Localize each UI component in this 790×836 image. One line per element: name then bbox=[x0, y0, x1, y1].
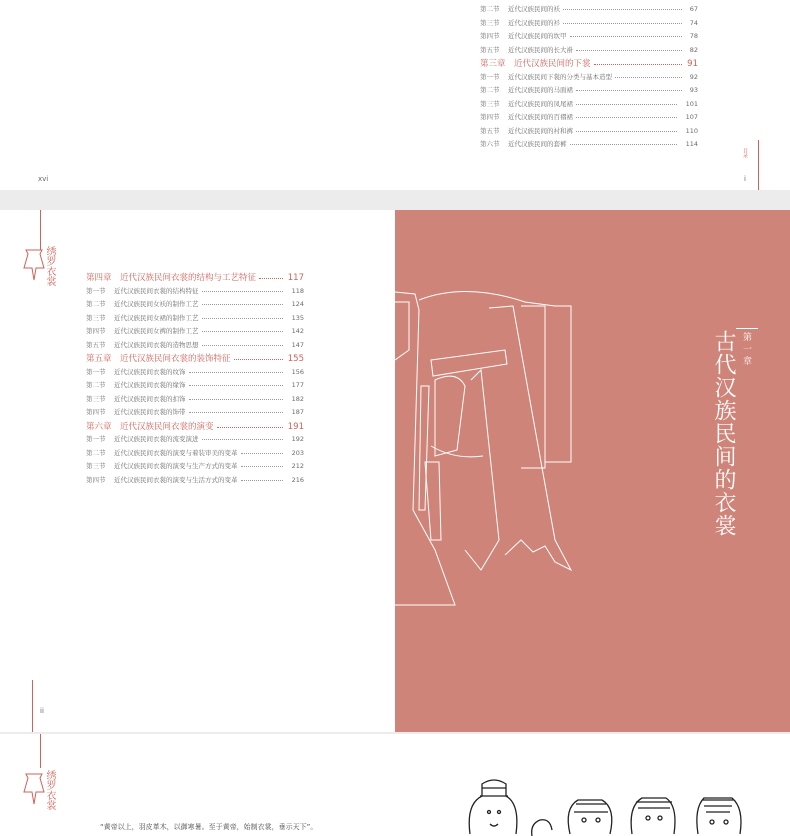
toc-entry-title: 近代汉族民间的衬和裤 bbox=[508, 126, 573, 135]
page-gap bbox=[0, 190, 790, 210]
epigraph-quote: “黄帝以上，羽皮革木，以御寒暑。至于黄帝，始制衣裳，垂示天下”。 bbox=[100, 823, 318, 831]
toc-section-row[interactable] bbox=[86, 380, 304, 390]
chapter-rule bbox=[736, 328, 758, 329]
toc-page-number: 118 bbox=[291, 286, 304, 295]
toc-leader-dots bbox=[576, 90, 682, 91]
toc-leader-dots bbox=[576, 117, 677, 118]
toc-entry-title: 近代汉族民间衣裳的装饰特征 bbox=[120, 354, 231, 364]
toc-section-number: 第五章 bbox=[86, 354, 112, 364]
toc-leader-dots bbox=[594, 64, 682, 65]
logo-text: 绣罗衣裳 bbox=[44, 246, 55, 286]
toc-section-number: 第四章 bbox=[86, 273, 112, 283]
toc-leader-dots bbox=[202, 304, 283, 305]
toc-entry-title: 近代汉族民间衣裳的饰带 bbox=[114, 408, 186, 416]
toc-chapter-row[interactable] bbox=[86, 421, 304, 433]
toc-leader-dots bbox=[570, 36, 682, 37]
toc-page-number: 92 bbox=[689, 72, 698, 81]
toc-section-row[interactable] bbox=[86, 407, 304, 417]
toc-entry-title: 近代汉族民间衣裳的演变与生活方式的变革 bbox=[114, 475, 238, 484]
toc-entry-title: 近代汉族民间女袄的制作工艺 bbox=[114, 300, 199, 308]
toc-section-number: 第四节 bbox=[480, 113, 500, 121]
toc-page-number: 135 bbox=[291, 313, 304, 322]
toc-leader-dots bbox=[241, 466, 283, 467]
toc-entry-title: 近代汉族民间的长大褂 bbox=[508, 45, 573, 54]
book-spread-top bbox=[0, 0, 790, 190]
toc-section-number: 第三节 bbox=[480, 18, 500, 27]
book-spread-middle bbox=[0, 210, 790, 732]
toc-section-number: 第四节 bbox=[480, 32, 500, 40]
toc-entry-title: 近代汉族民间衣裳的造物思想 bbox=[114, 340, 199, 349]
toc-page-number: 67 bbox=[689, 5, 698, 13]
chapter-label: 第一章 bbox=[741, 332, 751, 368]
toc-page-number: 212 bbox=[291, 462, 304, 470]
logo-figure-icon bbox=[22, 244, 46, 284]
figures-illustration bbox=[460, 734, 790, 836]
toc-section-row[interactable] bbox=[86, 299, 304, 309]
toc-section-row[interactable] bbox=[86, 394, 304, 404]
toc-entry-title: 近代汉族民间衣裳的演变与生产方式的变革 bbox=[114, 462, 238, 470]
toc-page-number: 177 bbox=[291, 381, 304, 389]
toc-entry-title: 近代汉族民间的马面裙 bbox=[508, 86, 573, 94]
toc-section-number: 第一节 bbox=[480, 72, 500, 81]
toc-section-number: 第五节 bbox=[86, 340, 106, 349]
toc-section-row[interactable] bbox=[480, 99, 698, 109]
toc-entry-title: 近代汉族民间衣裳的扣饰 bbox=[114, 394, 186, 403]
page-number-left: xvi bbox=[38, 175, 49, 183]
toc-section-row[interactable] bbox=[86, 434, 304, 444]
toc-entry-title: 近代汉族民间的袄 bbox=[508, 5, 560, 13]
toc-section-row[interactable] bbox=[86, 326, 304, 336]
toc-leader-dots bbox=[563, 9, 682, 10]
toc-section-row[interactable] bbox=[86, 286, 304, 296]
toc-entry-title: 近代汉族民间衣裳的纹饰 bbox=[114, 367, 186, 376]
toc-entry-title: 近代汉族民间衣裳的缘饰 bbox=[114, 381, 186, 389]
toc-section-number: 第三节 bbox=[86, 462, 106, 470]
toc-leader-dots bbox=[202, 331, 283, 332]
toc-section-number: 第五节 bbox=[480, 45, 500, 54]
toc-section-row[interactable] bbox=[86, 367, 304, 377]
toc-leader-dots bbox=[189, 385, 283, 386]
toc-entry-title: 近代汉族民间的凤尾裙 bbox=[508, 99, 573, 108]
toc-leader-dots bbox=[202, 318, 283, 319]
toc-section-row[interactable] bbox=[480, 139, 698, 149]
side-rule bbox=[758, 140, 759, 190]
toc-page-number: 142 bbox=[291, 327, 304, 335]
toc-section-number: 第二节 bbox=[480, 5, 500, 13]
toc-section-row[interactable] bbox=[480, 45, 698, 55]
toc-page-number: 216 bbox=[291, 475, 304, 484]
toc-entry-title: 近代汉族民间衣裳的结构与工艺特征 bbox=[120, 273, 257, 283]
logo-rule bbox=[40, 734, 41, 768]
logo-text: 绣罗衣裳 bbox=[44, 770, 55, 810]
toc-section-number: 第一节 bbox=[86, 367, 106, 376]
chapter-title: 古代汉族民间的衣裳 bbox=[711, 330, 736, 537]
toc-section-number: 第二节 bbox=[86, 300, 106, 308]
toc-chapter-row[interactable] bbox=[86, 272, 304, 284]
toc-leader-dots bbox=[202, 439, 283, 440]
toc-section-row[interactable] bbox=[86, 448, 304, 458]
toc-section-number: 第五节 bbox=[480, 126, 500, 135]
toc-page-number: 182 bbox=[291, 394, 304, 403]
toc-page-number: 156 bbox=[291, 367, 304, 376]
toc-leader-dots bbox=[241, 480, 283, 481]
toc-page-number: 187 bbox=[291, 408, 304, 416]
toc-page-number: 155 bbox=[287, 354, 304, 364]
toc-page-number: 82 bbox=[689, 45, 698, 54]
toc-section-row[interactable] bbox=[480, 85, 698, 95]
toc-section-number: 第二节 bbox=[86, 381, 106, 389]
toc-section-number: 第四节 bbox=[86, 475, 106, 484]
toc-section-row[interactable] bbox=[480, 126, 698, 136]
toc-leader-dots bbox=[576, 104, 677, 105]
toc-section-row[interactable] bbox=[480, 4, 698, 14]
toc-leader-dots bbox=[189, 412, 283, 413]
toc-section-number: 第二节 bbox=[86, 448, 106, 457]
toc-leader-dots bbox=[570, 144, 677, 145]
bottom-side-rule bbox=[32, 680, 33, 732]
toc-page-number: 124 bbox=[291, 300, 304, 308]
toc-entry-title: 近代汉族民间的下裳 bbox=[514, 59, 591, 69]
toc-leader-dots bbox=[615, 77, 682, 78]
toc-page-number: 147 bbox=[291, 340, 304, 349]
toc-entry-title: 近代汉族民间女裙的制作工艺 bbox=[114, 313, 199, 322]
toc-section-row[interactable] bbox=[86, 461, 304, 471]
toc-page-number: 74 bbox=[689, 18, 698, 27]
toc-entry-title: 近代汉族民间下裳的分类与基本造型 bbox=[508, 72, 612, 81]
toc-leader-dots bbox=[202, 291, 283, 292]
toc-leader-dots bbox=[241, 453, 283, 454]
toc-leader-dots bbox=[202, 345, 283, 346]
toc-entry-title: 近代汉族民间衣裳的演变 bbox=[120, 421, 214, 432]
toc-section-row[interactable] bbox=[480, 72, 698, 82]
toc-section-number: 第一节 bbox=[86, 286, 106, 295]
toc-chapter-row[interactable] bbox=[480, 58, 698, 70]
toc-section-number: 第四节 bbox=[86, 327, 106, 335]
toc-leader-dots bbox=[576, 131, 677, 132]
toc-entry-title: 近代汉族民间衣裳的演变与着装审美的变革 bbox=[114, 448, 238, 457]
toc-leader-dots bbox=[189, 399, 283, 400]
toc-entry-title: 近代汉族民间的套裤 bbox=[508, 140, 567, 148]
toc-leader-dots bbox=[563, 23, 682, 24]
logo-figure-icon bbox=[22, 768, 46, 808]
toc-section-row[interactable] bbox=[86, 340, 304, 350]
toc-section-number: 第三节 bbox=[86, 313, 106, 322]
toc-entry-title: 近代汉族民间女裤的制作工艺 bbox=[114, 327, 199, 335]
side-tab-label: 目录 bbox=[742, 148, 748, 158]
book-spread-bottom bbox=[0, 734, 790, 836]
toc-section-number: 第三节 bbox=[86, 394, 106, 403]
toc-section-row[interactable] bbox=[480, 31, 698, 41]
toc-page-number: 110 bbox=[685, 126, 698, 135]
toc-section-number: 第一节 bbox=[86, 435, 106, 443]
toc-section-number: 第六章 bbox=[86, 421, 112, 432]
toc-section-row[interactable] bbox=[86, 313, 304, 323]
toc-entry-title: 近代汉族民间的衫 bbox=[508, 18, 560, 27]
toc-entry-title: 近代汉族民间的坎甲 bbox=[508, 32, 567, 40]
toc-page-number: 78 bbox=[689, 32, 698, 40]
toc-section-number: 第六节 bbox=[480, 140, 500, 148]
toc-chapter-row[interactable] bbox=[86, 353, 304, 365]
toc-page-number: 101 bbox=[685, 99, 698, 108]
toc-page-number: 191 bbox=[287, 421, 304, 432]
toc-entry-title: 近代汉族民间的百褶裙 bbox=[508, 113, 573, 121]
toc-page-number: 203 bbox=[291, 448, 304, 457]
toc-leader-dots bbox=[234, 359, 283, 360]
page-number-left: ii bbox=[40, 707, 44, 715]
toc-section-row[interactable] bbox=[480, 112, 698, 122]
toc-page-number: 91 bbox=[687, 59, 698, 69]
toc-page-number: 107 bbox=[685, 113, 698, 121]
toc-section-row[interactable] bbox=[480, 18, 698, 28]
toc-section-row[interactable] bbox=[86, 475, 304, 485]
toc-section-number: 第二节 bbox=[480, 86, 500, 94]
toc-section-number: 第三章 bbox=[480, 59, 506, 69]
toc-page-number: 93 bbox=[689, 86, 698, 94]
page-number-right: i bbox=[744, 175, 746, 183]
toc-entry-title: 近代汉族民间衣裳的流变演进 bbox=[114, 435, 199, 443]
toc-entry-title: 近代汉族民间衣裳的结构特征 bbox=[114, 286, 199, 295]
toc-leader-dots bbox=[189, 372, 283, 373]
toc-leader-dots bbox=[217, 427, 283, 428]
toc-page-number: 114 bbox=[685, 140, 698, 148]
toc-page-number: 117 bbox=[287, 273, 304, 283]
toc-section-number: 第三节 bbox=[480, 99, 500, 108]
toc-section-number: 第四节 bbox=[86, 408, 106, 416]
toc-leader-dots bbox=[576, 50, 682, 51]
toc-page-number: 192 bbox=[291, 435, 304, 443]
